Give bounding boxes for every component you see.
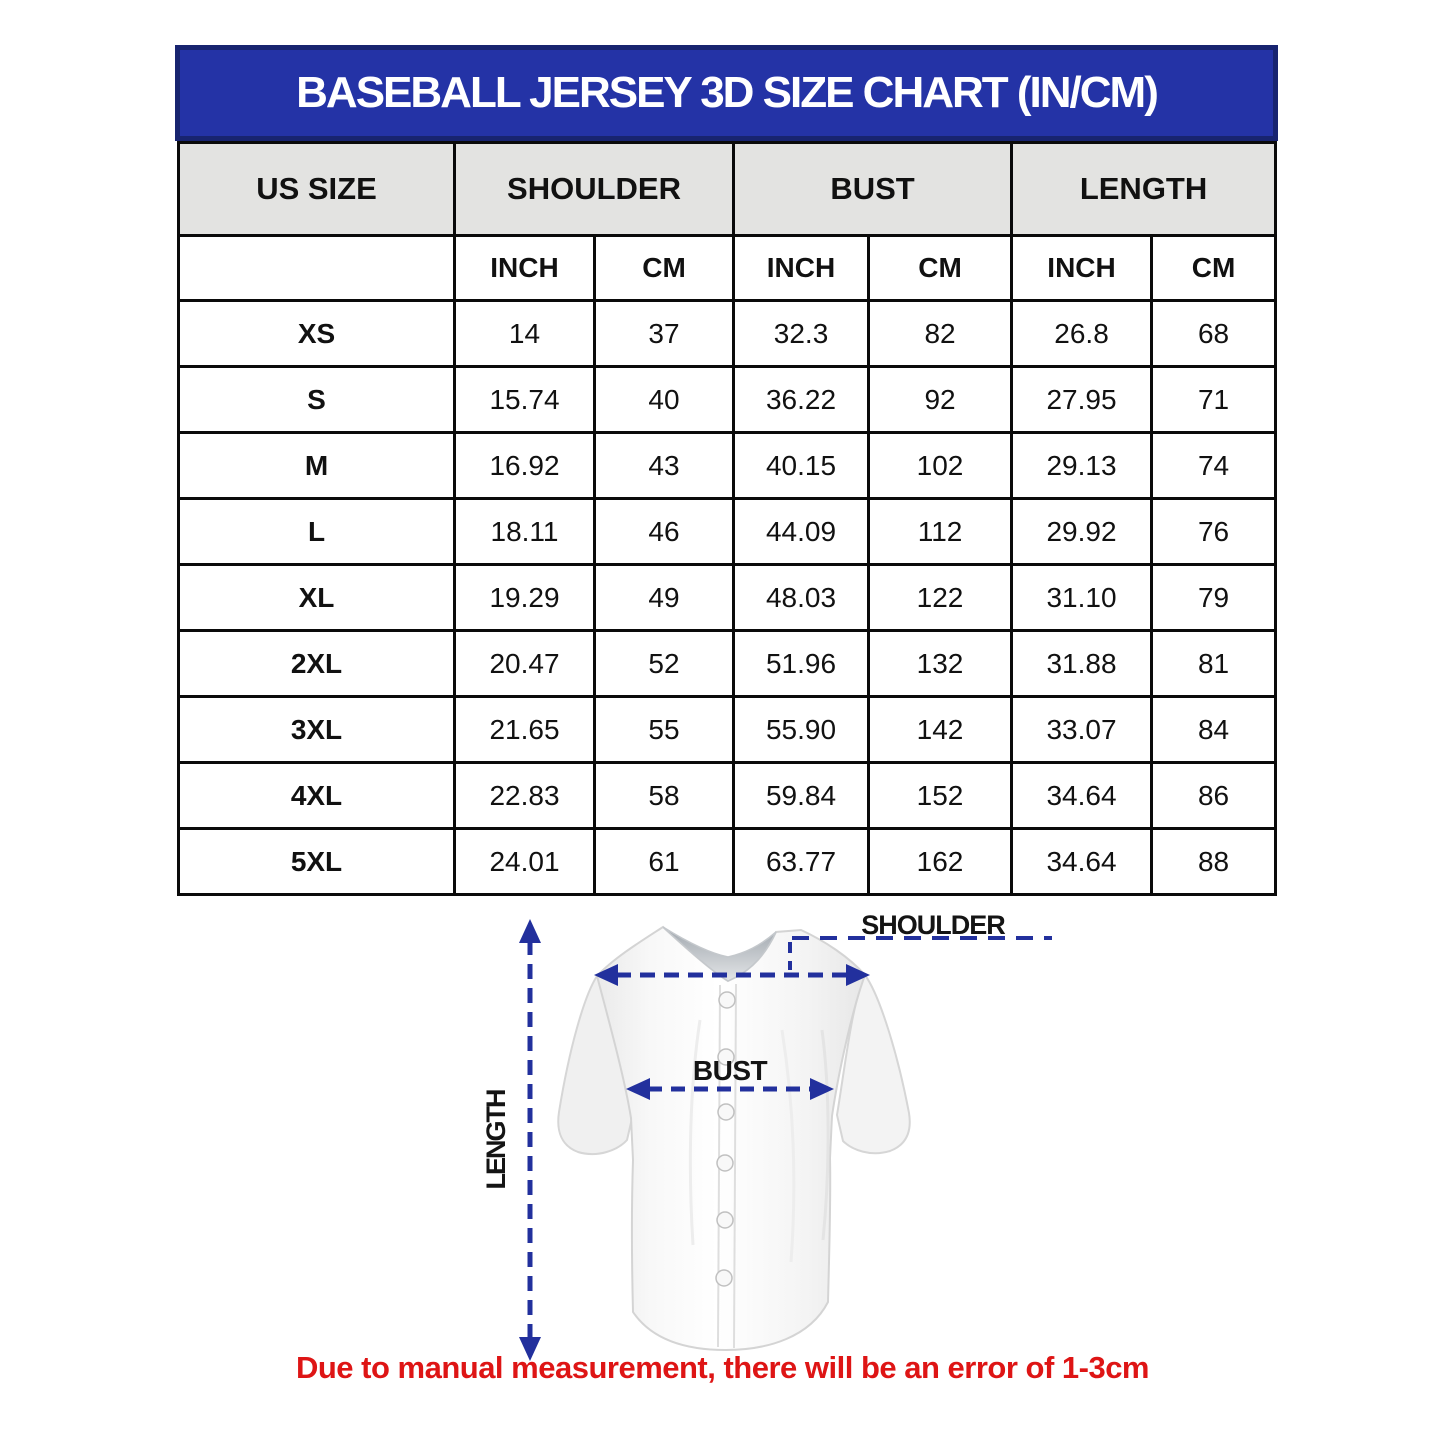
row-2xl xyxy=(179,631,1276,697)
jersey-measurement-diagram xyxy=(400,900,1100,1370)
value-cell: 29.92 xyxy=(1012,499,1152,565)
col-header-length: LENGTH xyxy=(1012,143,1276,236)
row-4xl xyxy=(179,763,1276,829)
shoulder-label: SHOULDER xyxy=(861,910,1005,940)
value-cell: 59.84 xyxy=(734,763,869,829)
value-cell: 40.15 xyxy=(734,433,869,499)
size-cell: S xyxy=(179,367,455,433)
row-5xl xyxy=(179,829,1276,895)
size-cell: XL xyxy=(179,565,455,631)
value-cell: 46 xyxy=(595,499,734,565)
value-cell: 20.47 xyxy=(455,631,595,697)
value-cell: 14 xyxy=(455,301,595,367)
value-cell: 40 xyxy=(595,367,734,433)
jersey-button xyxy=(717,1155,733,1171)
value-cell: 132 xyxy=(869,631,1012,697)
jersey-button xyxy=(716,1270,732,1286)
value-cell: 82 xyxy=(869,301,1012,367)
value-cell: 27.95 xyxy=(1012,367,1152,433)
size-cell: 4XL xyxy=(179,763,455,829)
row-xl xyxy=(179,565,1276,631)
jersey-body xyxy=(597,927,865,1350)
value-cell: 51.96 xyxy=(734,631,869,697)
jersey-button xyxy=(719,992,735,1008)
unit-header-length-cm: CM xyxy=(1152,236,1276,301)
value-cell: 44.09 xyxy=(734,499,869,565)
value-cell: 26.8 xyxy=(1012,301,1152,367)
value-cell: 86 xyxy=(1152,763,1276,829)
value-cell: 55 xyxy=(595,697,734,763)
value-cell: 81 xyxy=(1152,631,1276,697)
value-cell: 68 xyxy=(1152,301,1276,367)
value-cell: 19.29 xyxy=(455,565,595,631)
size-cell: L xyxy=(179,499,455,565)
col-header-shoulder: SHOULDER xyxy=(455,143,734,236)
bust-label: BUST xyxy=(692,1055,768,1086)
length-arrow xyxy=(519,919,541,1361)
jersey-button xyxy=(718,1104,734,1120)
value-cell: 71 xyxy=(1152,367,1276,433)
size-chart-table xyxy=(177,141,1277,896)
value-cell: 24.01 xyxy=(455,829,595,895)
value-cell: 16.92 xyxy=(455,433,595,499)
value-cell: 52 xyxy=(595,631,734,697)
value-cell: 31.10 xyxy=(1012,565,1152,631)
size-cell: 5XL xyxy=(179,829,455,895)
value-cell: 102 xyxy=(869,433,1012,499)
value-cell: 74 xyxy=(1152,433,1276,499)
col-header-us-size: US SIZE xyxy=(179,143,455,236)
value-cell: 33.07 xyxy=(1012,697,1152,763)
size-cell: 2XL xyxy=(179,631,455,697)
value-cell: 142 xyxy=(869,697,1012,763)
value-cell: 88 xyxy=(1152,829,1276,895)
value-cell: 152 xyxy=(869,763,1012,829)
value-cell: 31.88 xyxy=(1012,631,1152,697)
row-m xyxy=(179,433,1276,499)
value-cell: 92 xyxy=(869,367,1012,433)
value-cell: 36.22 xyxy=(734,367,869,433)
value-cell: 55.90 xyxy=(734,697,869,763)
page-title: BASEBALL JERSEY 3D SIZE CHART (IN/CM) xyxy=(296,68,1157,117)
length-label: LENGTH xyxy=(481,1090,511,1190)
value-cell: 21.65 xyxy=(455,697,595,763)
unit-header-length-inch: INCH xyxy=(1012,236,1152,301)
value-cell: 48.03 xyxy=(734,565,869,631)
value-cell: 58 xyxy=(595,763,734,829)
value-cell: 22.83 xyxy=(455,763,595,829)
value-cell: 15.74 xyxy=(455,367,595,433)
value-cell: 18.11 xyxy=(455,499,595,565)
value-cell: 37 xyxy=(595,301,734,367)
unit-header-bust-inch: INCH xyxy=(734,236,869,301)
row-s xyxy=(179,367,1276,433)
jersey-illustration xyxy=(558,927,909,1350)
value-cell: 29.13 xyxy=(1012,433,1152,499)
table-header-row xyxy=(179,143,1276,236)
value-cell: 112 xyxy=(869,499,1012,565)
size-cell: M xyxy=(179,433,455,499)
value-cell: 49 xyxy=(595,565,734,631)
unit-header-bust-cm: CM xyxy=(869,236,1012,301)
row-3xl xyxy=(179,697,1276,763)
value-cell: 34.64 xyxy=(1012,829,1152,895)
value-cell: 162 xyxy=(869,829,1012,895)
unit-header-shoulder-inch: INCH xyxy=(455,236,595,301)
row-l xyxy=(179,499,1276,565)
value-cell: 32.3 xyxy=(734,301,869,367)
value-cell: 84 xyxy=(1152,697,1276,763)
value-cell: 43 xyxy=(595,433,734,499)
size-cell: XS xyxy=(179,301,455,367)
value-cell: 34.64 xyxy=(1012,763,1152,829)
unit-header-empty xyxy=(179,236,455,301)
unit-header-row xyxy=(179,236,1276,301)
jersey-button xyxy=(717,1212,733,1228)
row-xs xyxy=(179,301,1276,367)
unit-header-shoulder-cm: CM xyxy=(595,236,734,301)
title-banner xyxy=(175,45,1278,141)
value-cell: 63.77 xyxy=(734,829,869,895)
measurement-error-note: Due to manual measurement, there will be an error of 1-3cm xyxy=(295,1350,1150,1385)
col-header-bust: BUST xyxy=(734,143,1012,236)
value-cell: 79 xyxy=(1152,565,1276,631)
size-cell: 3XL xyxy=(179,697,455,763)
value-cell: 122 xyxy=(869,565,1012,631)
value-cell: 76 xyxy=(1152,499,1276,565)
value-cell: 61 xyxy=(595,829,734,895)
